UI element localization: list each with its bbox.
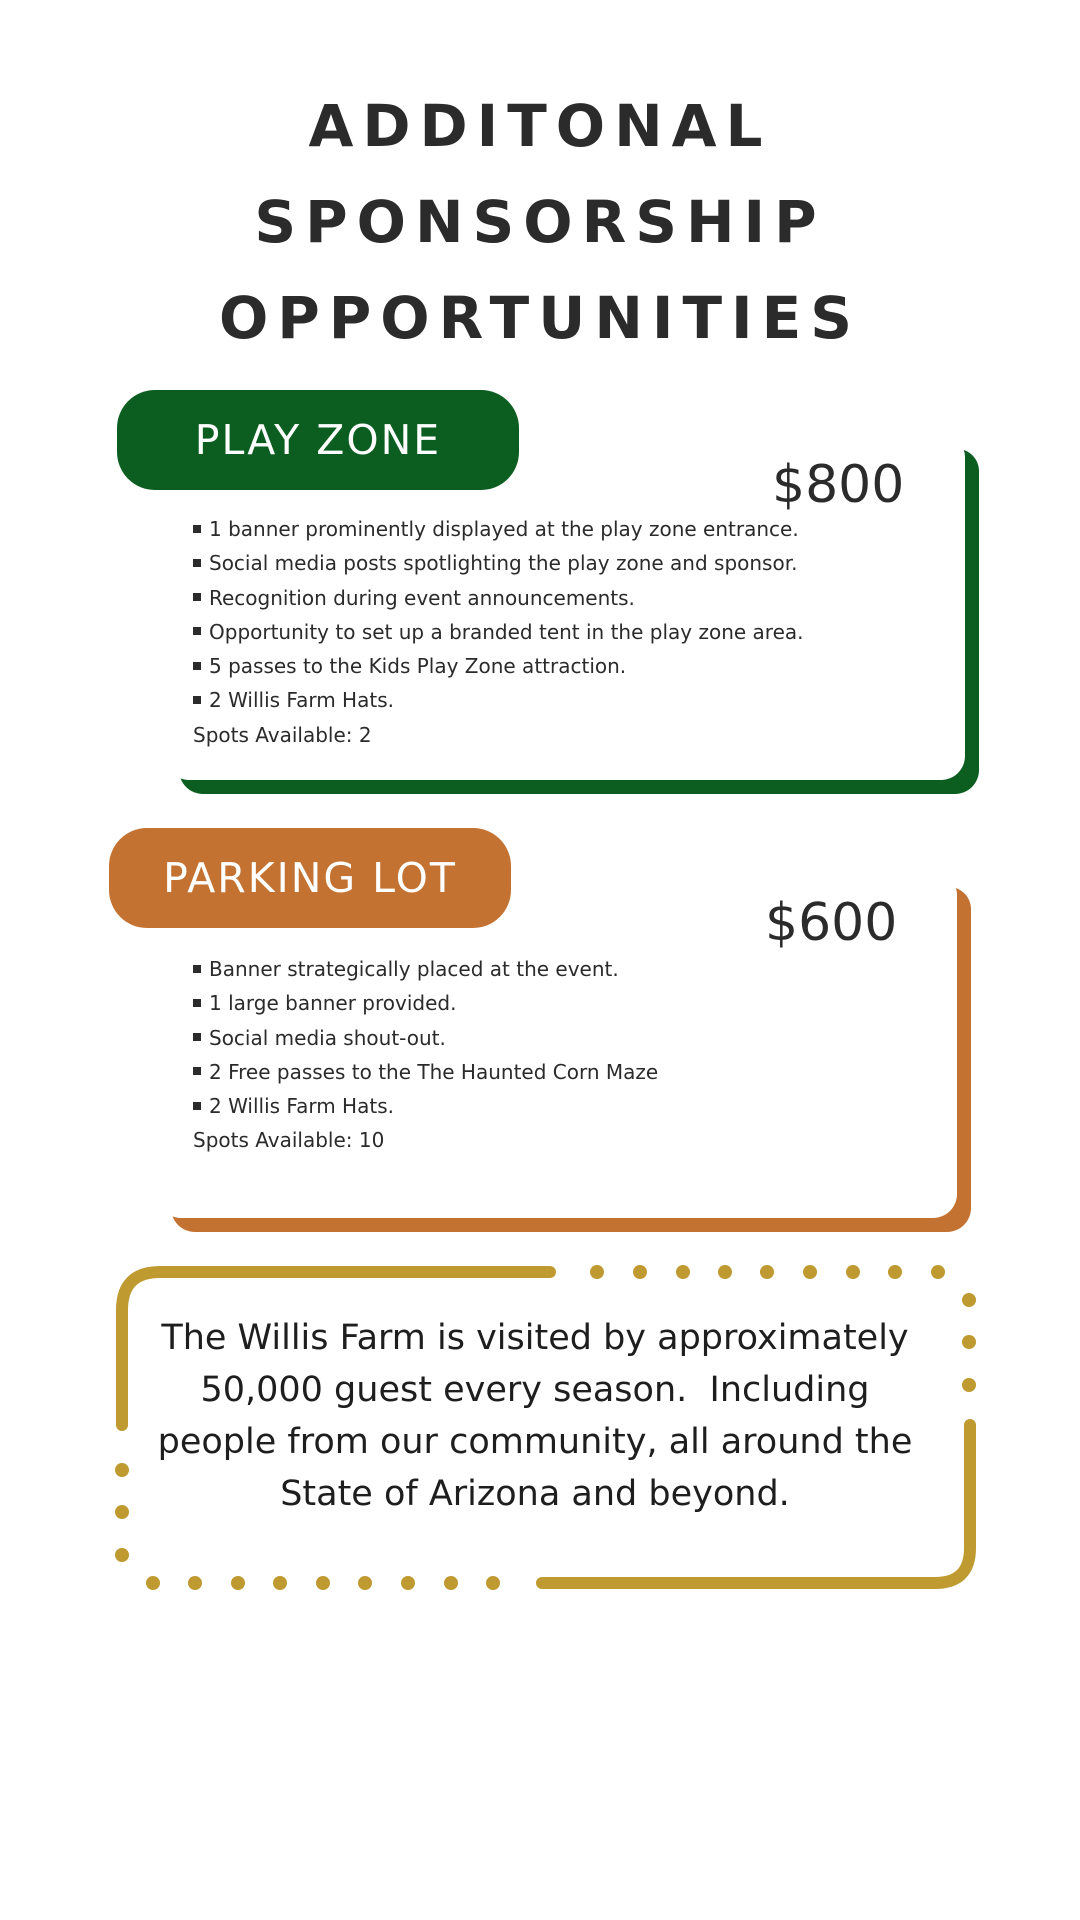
title-line-1: ADDITONAL [308,92,772,160]
info-border-dot [962,1293,976,1307]
parking-lot-label: PARKING LOT [109,828,511,928]
info-border-dot [358,1576,372,1590]
benefit-text: 2 Free passes to the The Haunted Corn Maze [209,1059,659,1084]
parking-lot-spots: Spots Available: 10 [193,1128,385,1153]
bullet-icon [193,559,201,567]
bullet-icon [193,1033,201,1041]
info-border-dot [962,1378,976,1392]
benefit-text: 2 Willis Farm Hats. [209,1094,394,1119]
info-border-dot [115,1548,129,1562]
benefit-item [193,546,804,580]
info-line-3: people from our community, all around the [157,1422,913,1462]
info-border-dot [590,1265,604,1279]
info-border-dot [146,1576,160,1590]
benefit-text: Recognition during event announcements. [209,585,635,610]
benefit-item [193,1089,658,1123]
benefit-item [193,1021,658,1055]
benefit-item [193,952,658,986]
info-border-dot [803,1265,817,1279]
bullet-icon [193,593,201,601]
info-border-dot [401,1576,415,1590]
benefit-item [193,986,658,1020]
benefit-item [193,581,804,615]
benefit-text: 1 large banner provided. [209,991,457,1016]
info-border-dot [676,1265,690,1279]
info-border-dot [316,1576,330,1590]
benefit-text: Social media posts spotlighting the play zone and sponsor. [209,551,798,576]
benefit-text: 5 passes to the Kids Play Zone attraction. [209,654,627,679]
bullet-icon [193,1102,201,1110]
play-zone-price: $800 [772,455,905,515]
info-border-dot [444,1576,458,1590]
info-border-dot [273,1576,287,1590]
benefit-item [193,1055,658,1089]
bullet-icon [193,525,201,533]
bullet-icon [193,999,201,1007]
benefit-item [193,615,804,649]
parking-lot-benefits [193,952,658,1158]
page-title [0,78,1080,366]
benefit-text: Opportunity to set up a branded tent in the play zone area. [209,619,804,644]
info-border-dot [188,1576,202,1590]
bullet-icon [193,1067,201,1075]
benefit-item [193,683,804,717]
parking-lot-price: $600 [765,893,898,953]
benefit-text: Banner strategically placed at the event. [209,957,619,981]
play-zone-spots: Spots Available: 2 [193,722,372,747]
play-zone-benefits [193,512,804,752]
play-zone-label: PLAY ZONE [117,390,519,490]
benefit-text: 1 banner prominently displayed at the play zone entrance. [209,517,799,541]
info-border-dot [231,1576,245,1590]
benefit-text: 2 Willis Farm Hats. [209,688,394,713]
title-line-2: SPONSORSHIP [254,188,826,256]
info-border-dot [486,1576,500,1590]
title-line-3: OPPORTUNITIES [218,284,861,352]
info-border-dot [718,1265,732,1279]
benefit-item [193,649,804,683]
info-line-4: State of Arizona and beyond. [280,1474,790,1514]
bullet-icon [193,627,201,635]
info-border-dot [760,1265,774,1279]
info-border-dot [633,1265,647,1279]
bullet-icon [193,696,201,704]
info-line-1: The Willis Farm is visited by approximately [161,1318,909,1358]
info-line-2: 50,000 guest every season. Including [200,1370,870,1410]
farm-visitors-info [120,1312,950,1520]
info-border-dot [846,1265,860,1279]
bullet-icon [193,662,201,670]
bullet-icon [193,965,201,973]
benefit-item [193,512,804,546]
info-border-dot [888,1265,902,1279]
info-border-dot [962,1335,976,1349]
benefit-text: Social media shout-out. [209,1025,446,1050]
info-border-dot [931,1265,945,1279]
